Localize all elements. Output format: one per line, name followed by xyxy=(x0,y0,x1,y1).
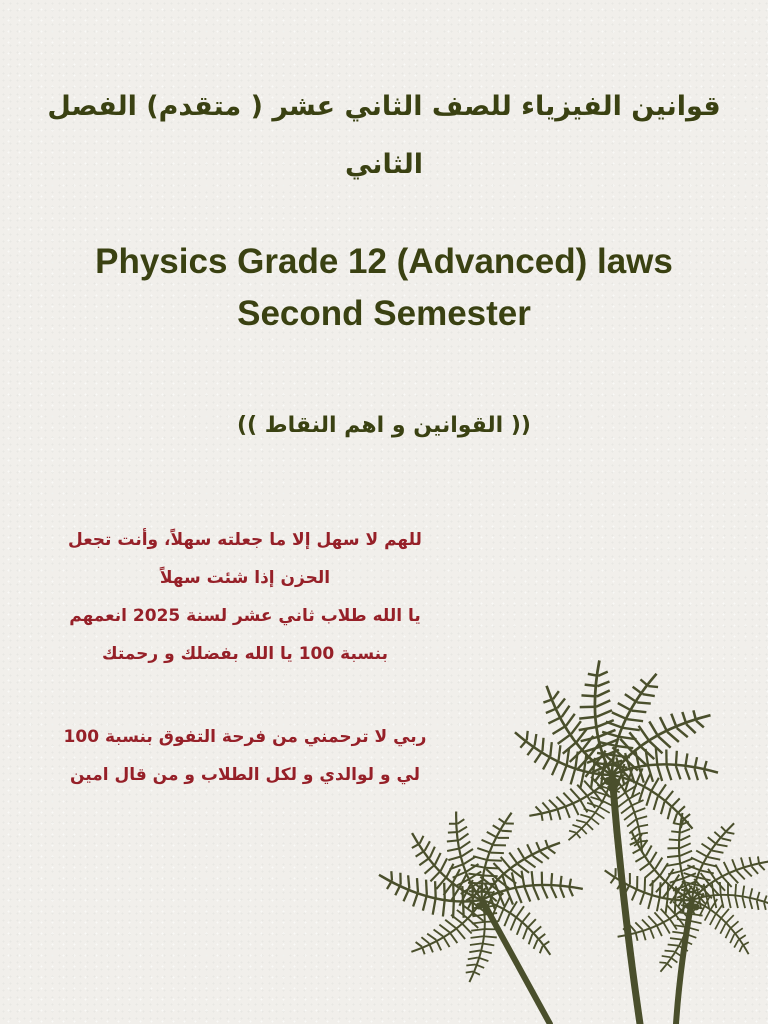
prayer-2-line-1: ربي لا ترحمني من فرحة التفوق بنسبة 100 xyxy=(63,727,427,747)
prayer-1-line-1: للهم لا سهل إلا ما جعلته سهلاً، وأنت تجعل xyxy=(68,530,422,550)
prayer-1-line-2: الحزن إذا شئت سهلاً xyxy=(159,568,331,588)
arabic-title xyxy=(40,78,728,194)
arabic-subtitle: (( القوانين و اهم النقاط )) xyxy=(237,413,531,438)
english-title-line-2: Second Semester xyxy=(237,294,531,333)
prayer-2-line-2: لي و لوالدي و لكل الطلاب و من قال امين xyxy=(69,765,421,785)
palm-trees-illustration xyxy=(340,600,768,1024)
arabic-title-line-2: الثاني xyxy=(344,149,423,180)
palm-tree-left xyxy=(374,806,584,1024)
prayer-1-line-4: بنسبة 100 يا الله بفضلك و رحمتك xyxy=(101,644,389,664)
arabic-title-line-1: قوانين الفيزياء للصف الثاني عشر ( متقدم) الفصل xyxy=(47,91,721,122)
english-title-line-1: Physics Grade 12 (Advanced) laws xyxy=(95,242,673,281)
english-title xyxy=(20,236,748,340)
palm-tree-tall xyxy=(505,659,719,1024)
prayer-1-line-3: يا الله طلاب ثاني عشر لسنة 2025 انعمهم xyxy=(69,606,421,626)
